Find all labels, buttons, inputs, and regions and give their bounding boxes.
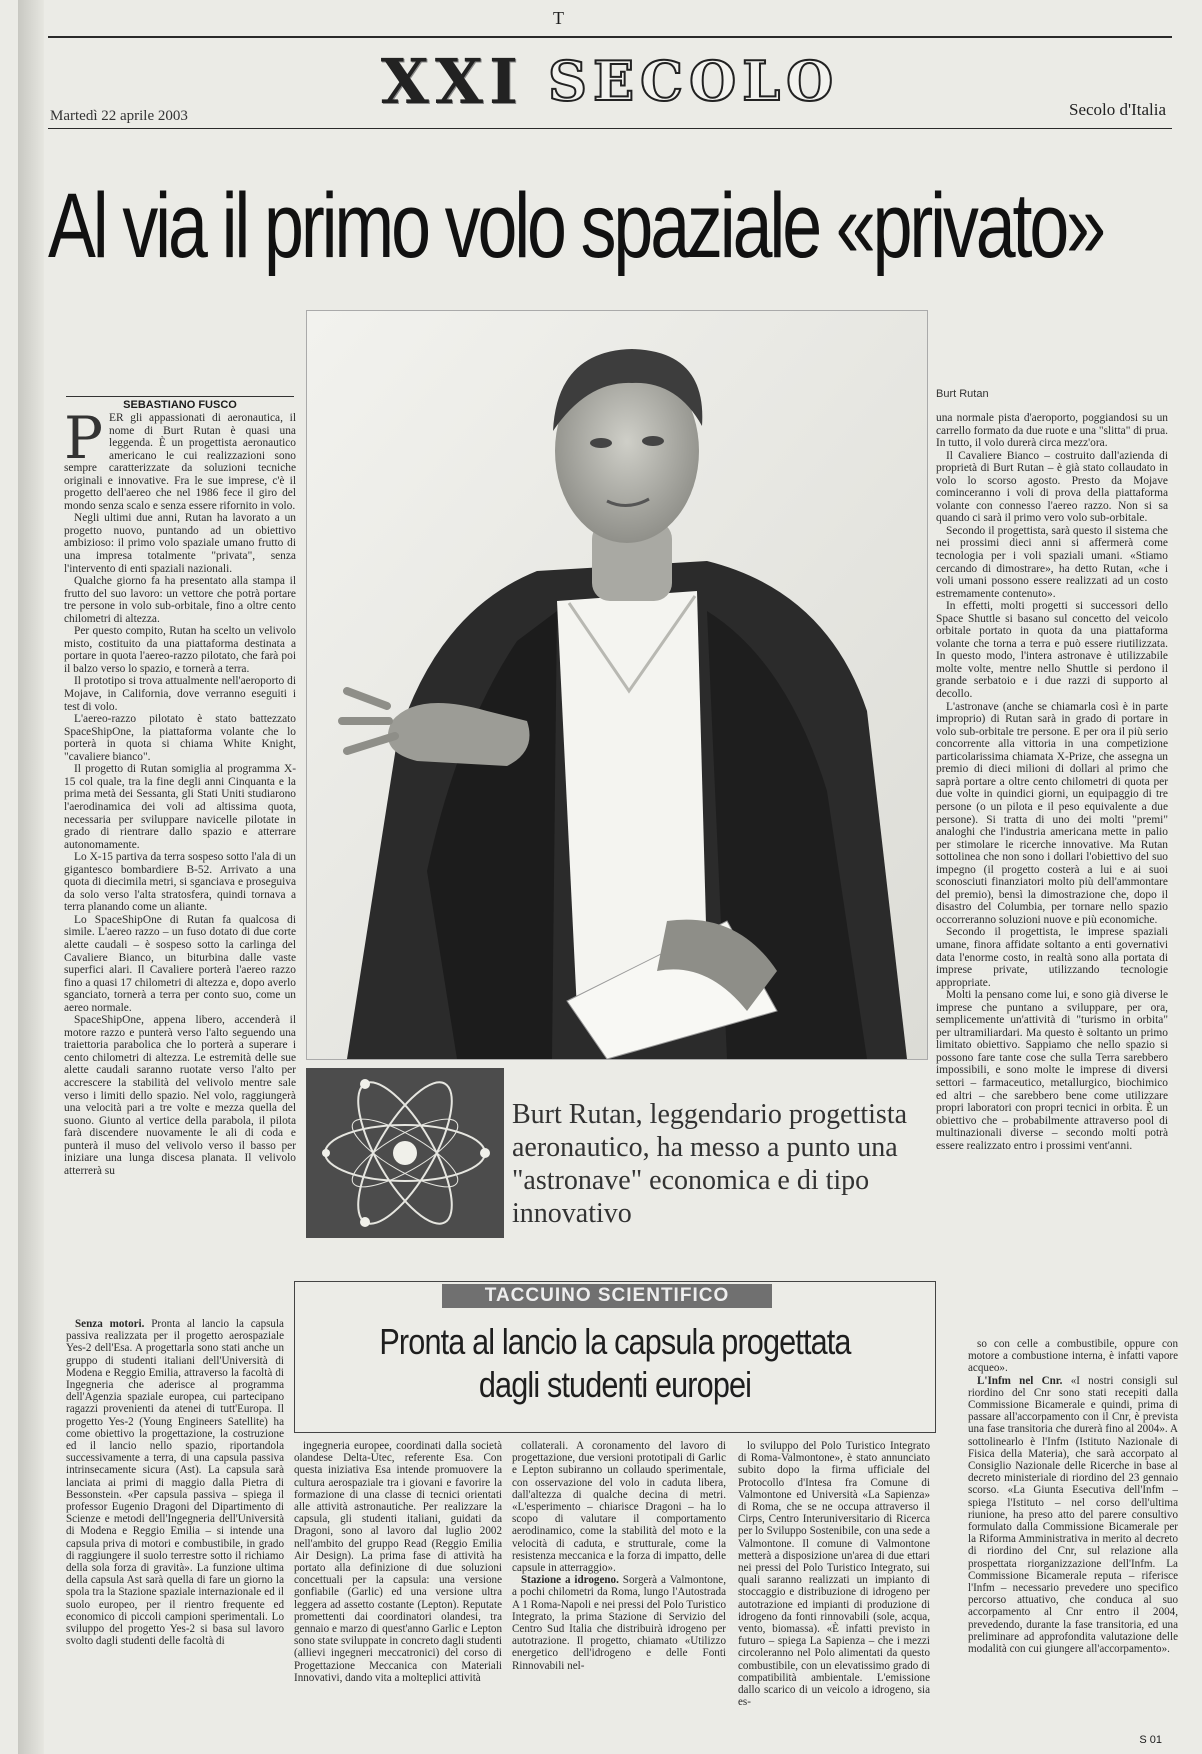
taccuino-column-4 [738, 1440, 930, 1740]
brief-paragraph: collaterali. A coronamento del lavoro di progettazione, due versioni prototipali di Garlic e Lepton subiranno un collaudo sperimentale, con osservazione del volo in caduta libera, dall'altezza di qualche decina di metri. «L'esperimento – chiarisce Dragoni – ha lo scopo di valutare il comportamento aerodinamico, come la stabilità del moto e la velocità di caduta, e strutturale, come la resistenza meccanica e la forza di impatto, delle capsule in atterraggio». [512, 1440, 726, 1575]
photo-caption: Burt Rutan [936, 388, 989, 400]
byline: SEBASTIANO FUSCO [66, 396, 294, 411]
page-top-mark: T [553, 8, 564, 28]
masthead-word: SECOLO [548, 49, 840, 113]
brief-lead: Senza motori. [75, 1318, 145, 1330]
brief-paragraph: so con celle a combustibile, oppure con motore a combustione interna, è infatti vapore acqueo». [968, 1338, 1178, 1375]
article-paragraph: Il progetto di Rutan somiglia al programma X-15 col quale, tra la fine degli anni Cinquanta e la prima metà dei Sessanta, gli Stati Uniti studiarono l'aerodinamica dei voli ad altissima quota, necessaria per sviluppare navicelle pilotate in grado di rientrare dallo spazio e atterrare autonomamente. [64, 763, 296, 851]
masthead-number: XXI [380, 44, 525, 118]
article-paragraph: Il Cavaliere Bianco – costruito dall'azienda di proprietà di Burt Rutan – è già stato collaudato in volo lo scorso agosto. Presto da Mojave cominceranno i voli di prova della piattaforma volante con connesso l'aereo razzo. Non si sa quando ci sarà il primo vero volo sub-orbitale. [936, 449, 1168, 525]
brief-paragraph: Stazione a idrogeno. Sorgerà a Valmontone, a pochi chilometri da Roma, lungo l'Autostrada A 1 Roma-Napoli e nei pressi del Polo Turistico Integrato, la prima Stazione di Servizio del Centro Sud Italia che distribuirà idrogeno per autotrazione. Il progetto, chiamato «Utilizzo energetico dell'idrogeno e delle Fonti Rinnovabili nel- [512, 1574, 726, 1672]
brief-paragraph: lo sviluppo del Polo Turistico Integrato di Roma-Valmontone», è stato annunciato subito dopo la firma ufficiale del Protocollo d'Intesa fra Comune di Valmontone ed Università «La Sapienza» di Roma, che se ne occupa attraverso il Cirps, Centro Interuniversitario di Ricerca per lo Sviluppo Sostenibile, con una sede a Valmontone. Il comune di Valmontone metterà a disposizione un'area di due ettari nei pressi del Polo Turistico Integrato, sui quali saranno realizzati un impianto di stoccaggio e distribuzione di idrogeno per autotrazione ed impianti di produzione di idrogeno da fonti rinnovabili (sole, acqua, vento, biomassa). «È infatti previsto in futuro – spiega La Sapienza – che i mezzi circoleranno nel Polo alimentati da questo combustibile, con un elevatissimo grado di compatibilità ambientale. L'emissione dallo scarico di un veicolo a idrogeno, sia es- [738, 1440, 930, 1709]
brief-paragraph: L'Infm nel Cnr. «I nostri consigli sul riordino del Cnr sono stati recepiti dalla Commissione Bicamerale e quindi, prima di passare all'accorpamento con il Cnr, è prevista una fase transitoria che durerà fino al 2004». A sottolinearlo è l'Infm (Istituto Nazionale di Fisica della Materia), che sarà accorpato al Consiglio Nazionale delle Ricerche in base al decreto ministeriale di riordino del 23 gennaio scorso. «La Giunta Esecutiva dell'Infm – spiega l'Istituto – nel corso dell'ultima riunione, ha preso atto del parere consultivo formulato dalla Commissione Bicamerale per la Riforma Amministrativa in merito al decreto di riordino del Cnr, sul relazione alla prospettata riorganizzazione dell'Infm. La Commissione Bicamerale reputa – riferisce l'Infm – necessario prevedere uno specifico percorso attuativo, che conduca al suo accorpamento al Cnr entro il 2004, prevedendo, durante la fase transitoria, ed una preliminare ad approfondita valutazione delle modalità con cui giungere all'accorpamento». [968, 1374, 1178, 1656]
brief-lead: Stazione a idrogeno. [521, 1574, 619, 1587]
article-paragraph: Il prototipo si trova attualmente nell'aeroporto di Mojave, in California, dove verranno eseguiti i test di volo. [64, 675, 296, 713]
atom-icon [306, 1068, 504, 1238]
section-label: TACCUINO SCIENTIFICO [442, 1284, 772, 1308]
taccuino-column-3 [512, 1440, 726, 1740]
article-right-column [936, 412, 1168, 1254]
issue-date: Martedì 22 aprile 2003 [50, 108, 188, 124]
article-paragraph: Lo X-15 partiva da terra sospeso sotto l'ala di un gigantesco bombardiere B-52. Arrivato a una quota di diecimila metri, si sganciava e proseguiva da solo verso l'alta stratosfera, quindi tornava a terra planando come un aliante. [64, 851, 296, 914]
dropcap: P [64, 412, 104, 472]
article-paragraph: Per questo compito, Rutan ha scelto un velivolo misto, costituito da una piattaforma destinata a portare in quota l'aereo-razzo pilotato, che farà poi il balzo verso lo spazio, e tornerà a terra. [64, 625, 296, 675]
brief-paragraph: Senza motori. Pronta al lancio la capsula passiva realizzata per il progetto aerospaziale Yes-2 dell'Esa. A progettarla sono stati anche un gruppo di studenti italiani dell'Università di Modena e Reggio Emilia, attraverso la facoltà di Ingegneria che aderisce al programma dell'Agenzia spaziale europea, cui partecipano ragazzi provenienti da atenei di tutt'Europa. Il progetto Yes-2 (Young Engineers Satellite) ha come obiettivo la progettazione, la costruzione ed il lancio nello spazio, riportandola successivamente a terra, di una capsula passiva intrinsecamente sicura (Ast). La capsula sarà lanciata ai primi di maggio dalla Pietra di Bessonstein. «Per capsula passiva – spiega il professor Eugenio Dragoni del Dipartimento di Scienze e metodi dell'Ingegneria dell'Università di Modena e Reggio Emilia – si intende una capsula priva di motori e combustibile, in grado di raggiungere il suolo terrestre sotto il richiamo della sola forza di gravità». La funzione ultima della capsula Ast sarà quella di fare un giorno la spola tra la Stazione spaziale internazionale ed il suolo europeo, per il rientro frequente ed economico di piccoli campioni sperimentali. Lo sviluppo del progetto Yes-2 si basa sul lavoro svolto dagli studenti delle facoltà di [66, 1318, 284, 1648]
taccuino-title: Pronta al lancio la capsula progettata dagli studenti europei [379, 1321, 851, 1405]
masthead [380, 44, 840, 118]
article-paragraph: Negli ultimi due anni, Rutan ha lavorato a un progetto nuovo, puntando ad un obiettivo ambizioso: il primo volo spaziale umano frutto di una impresa totalmente "privata", senza l'intervento di enti spaziali nazionali. [64, 512, 296, 575]
taccuino-column-1 [66, 1318, 284, 1730]
headline: Al via il primo volo spaziale «privato» [48, 175, 1103, 277]
taccuino-column-2 [294, 1440, 502, 1740]
article-paragraph: Qualche giorno fa ha presentato alla stampa il frutto del suo lavoro: un vettore che potrà portare tre persone in volo sub-orbitale, fino a oltre cento chilometri di altezza. [64, 575, 296, 625]
article-paragraph: L'astronave (anche se chiamarla così è in parte improprio) di Rutan sarà in grado di portare in volo sub-orbitale tre persone. E per ora il più serio concorrente alla vittoria in una competizione particolarissima chiamata X-Prize, che assegna un premio di dieci milioni di dollari al primo che saprà portare a oltre cento chilometri di quota per due volte in quindici giorni, un equipaggio di tre persone (o un pilota e il peso equivalente a due persone). Si tratta di uno dei molti "premi" analoghi che l'industria americana mette in palio per stimolare le ricerche innovative. Ma Rutan sottolinea che non sono i dollari l'obiettivo del suo impegno (il progetto costerà a lui e ai suoi sconosciuti finanziatori molto più dell'ammontare del premio), bensì la dimostrazione che, dopo il disastro del Columbia, per tornare nello spazio occorreranno soluzioni nuove e più economiche. [936, 700, 1168, 926]
header-bottom-rule [48, 128, 1172, 129]
article-paragraph: Lo SpaceShipOne di Rutan fa qualcosa di simile. L'aereo razzo – un fuso dotato di due corte alette caudali – è sospeso sotto la carlinga del Cavaliere Bianco, un biturbina dalle vaste superfici alari. Il Cavaliere porterà l'aereo razzo fino a quasi 17 chilometri di altezza e, dopo averlo sganciato, tornerà a terra per conto suo, come un aereo normale. [64, 913, 296, 1014]
header-top-rule [48, 36, 1172, 38]
article-paragraph: PER gli appassionati di aeronautica, il nome di Burt Rutan è quasi una leggenda. È un progettista aeronautico americano le cui realizzazioni sono sempre caratterizzate da soluzioni tecniche originali e innovative. Fra le sue imprese, c'è il progetto dell'aereo che nel 1986 fece il giro del mondo senza scalo e senza essere rifornito in volo. [64, 412, 296, 512]
page-folio: S 01 [1139, 1734, 1162, 1746]
article-paragraph: SpaceShipOne, appena libero, accenderà il motore razzo e punterà verso l'alto seguendo una traiettoria parabolica che lo porterà a superare i cento chilometri di altezza. Le estremità delle sue alette caudali saranno ruotate verso l'alto per accrescere la stabilità del velivolo mentre sale verso i limiti dello spazio. Nel volo, raggiungerà una velocità pari a tre volte e mezza quella del suono. Giunto al vertice della parabola, il pilota farà discendere nuovamente le ali di coda e punterà il muso del velivolo verso il basso per iniziare una lunga discesa planata. Il velivolo atterrerà su [64, 1014, 296, 1177]
newspaper-name: Secolo d'Italia [1068, 100, 1166, 119]
article-paragraph: una normale pista d'aeroporto, poggiandosi su un carrello formato da due ruote e una "slitta" di prua. In tutto, il volo durerà circa mezz'ora. [936, 412, 1168, 450]
portrait-illustration [307, 311, 927, 1059]
article-paragraph: Molti la pensano come lui, e sono già diverse le imprese che puntano a sviluppare, per ora, semplicemente un'attività di "turismo in orbita" per ultramiliardari. Ma questo è soltanto un primo limitato obiettivo. Sappiamo che nello spazio si possono fare tante cose che sulla Terra sarebbero impossibili, e sono molte le imprese di diversi settori – farmaceutico, metallurgico, biochimico ed altri – che sarebbero bene come utilizzare propri laboratori con propri tecnici in orbita. È un obiettivo che – probabilmente attraverso pool di multinazionali diverse – secondo molti potrà essere realizzato entro i prossimi vent'anni. [936, 989, 1168, 1152]
article-left-column [64, 412, 296, 1240]
brief-lead: L'Infm nel Cnr. [977, 1374, 1063, 1387]
article-deck: Burt Rutan, leggendario progettista aeronautico, ha messo a punto una "astronave" economica e di tipo innovativo [512, 1099, 908, 1229]
page-fold-shadow [18, 0, 44, 1754]
article-paragraph: In effetti, molti progetti si successori dello Space Shuttle si basano sul concetto del veicolo orbitale portato in quota da una piattaforma volante che torna a terra e può essere riutilizzata. In questo modo, l'intera astronave è utilizzabile molte volte, mentre nello Shuttle si perdono il grande serbatoio e i due razzi di supporto al decollo. [936, 600, 1168, 701]
article-paragraph: L'aereo-razzo pilotato è stato battezzato SpaceShipOne, la piattaforma volante che lo porterà in quota si chiama White Knight, "cavaliere bianco". [64, 713, 296, 763]
article-paragraph: Secondo il progettista, sarà questo il sistema che nei prossimi dieci anni si affermerà come tecnologia per i voli spaziali umani. «Stiamo cercando di dimostrare», ha detto Rutan, «che i voli umani possono essere realizzati ad un costo estremamente contenuto». [936, 524, 1168, 600]
taccuino-column-5 [968, 1338, 1178, 1738]
article-paragraph: Secondo il progettista, le imprese spaziali umane, finora affidate soltanto a enti governativi data l'enorme costo, in realtà sono alla portata di imprese private, utilizzando tecnologie appropriate. [936, 926, 1168, 989]
portrait-photo [306, 310, 928, 1060]
brief-paragraph: ingegneria europee, coordinati dalla società olandese Delta-Utec, referente Esa. Con questa iniziativa Esa intende promuovere la cultura aerospaziale tra i giovani e favorire la formazione di una classe di tecnici orientati alle attività astronautiche. Per realizzare la capsula, gli studenti italiani, guidati da Dragoni, sono al lavoro dal luglio 2002 nell'ambito del gruppo Read (Reggio Emilia Air Design). La prima fase di attività ha portato alla definizione di due soluzioni concettuali per la capsula: una versione gonfiabile (Garlic) ed una versione ultra leggera ad assetto costante (Lepton). Reputate promettenti dai coordinatori olandesi, tra gennaio e marzo di quest'anno Garlic e Lepton sono state sviluppate in concreto dagli studenti (allievi ingegneri meccatronici) del corso di Progettazione Meccanica con Materiali Innovativi, dando vita a molteplici attività [294, 1440, 502, 1684]
